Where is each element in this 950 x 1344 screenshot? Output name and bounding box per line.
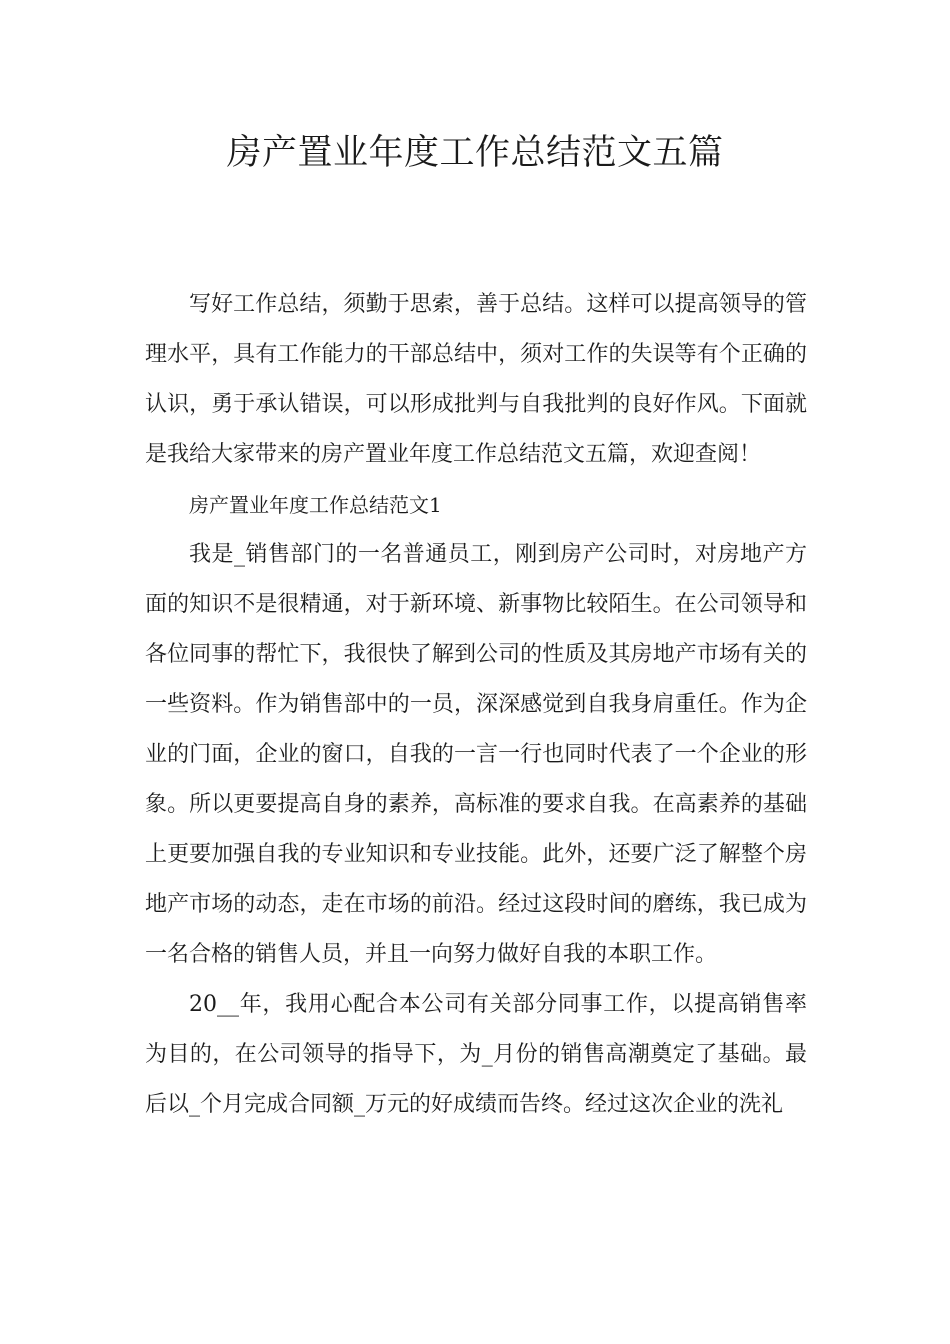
- document-body: [145, 280, 807, 1130]
- document-title: 房产置业年度工作总结范文五篇: [226, 133, 724, 173]
- body-paragraph: 20__年，我用心配合本公司有关部分同事工作，以提高销售率为目的，在公司领导的指导下，为_月份的销售高潮奠定了基础。最后以_个月完成合同额_万元的好成绩而告终。经过这次企业的洗礼: [145, 992, 807, 1117]
- section-heading: 房产置业年度工作总结范文1: [189, 493, 442, 517]
- body-paragraph: 我是_销售部门的一名普通员工，刚到房产公司时，对房地产方面的知识不是很精通，对于新环境、新事物比较陌生。在公司领导和各位同事的帮忙下，我很快了解到公司的性质及其房地产市场有关的一些资料。作为销售部中的一员，深深感觉到自我身肩重任。作为企业的门面，企业的窗口，自我的一言一行也同时代表了一个企业的形象。所以更要提高自身的素养，高标准的要求自我。在高素养的基础上更要加强自我的专业知识和专业技能。此外，还要广泛了解整个房地产市场的动态，走在市场的前沿。经过这段时间的磨练，我已成为一名合格的销售人员，并且一向努力做好自我的本职工作。: [145, 542, 807, 967]
- intro-paragraph: 写好工作总结，须勤于思索，善于总结。这样可以提高领导的管理水平，具有工作能力的干部总结中，须对工作的失误等有个正确的认识，勇于承认错误，可以形成批判与自我批判的良好作风。下面就是我给大家带来的房产置业年度工作总结范文五篇，欢迎查阅！: [145, 292, 807, 467]
